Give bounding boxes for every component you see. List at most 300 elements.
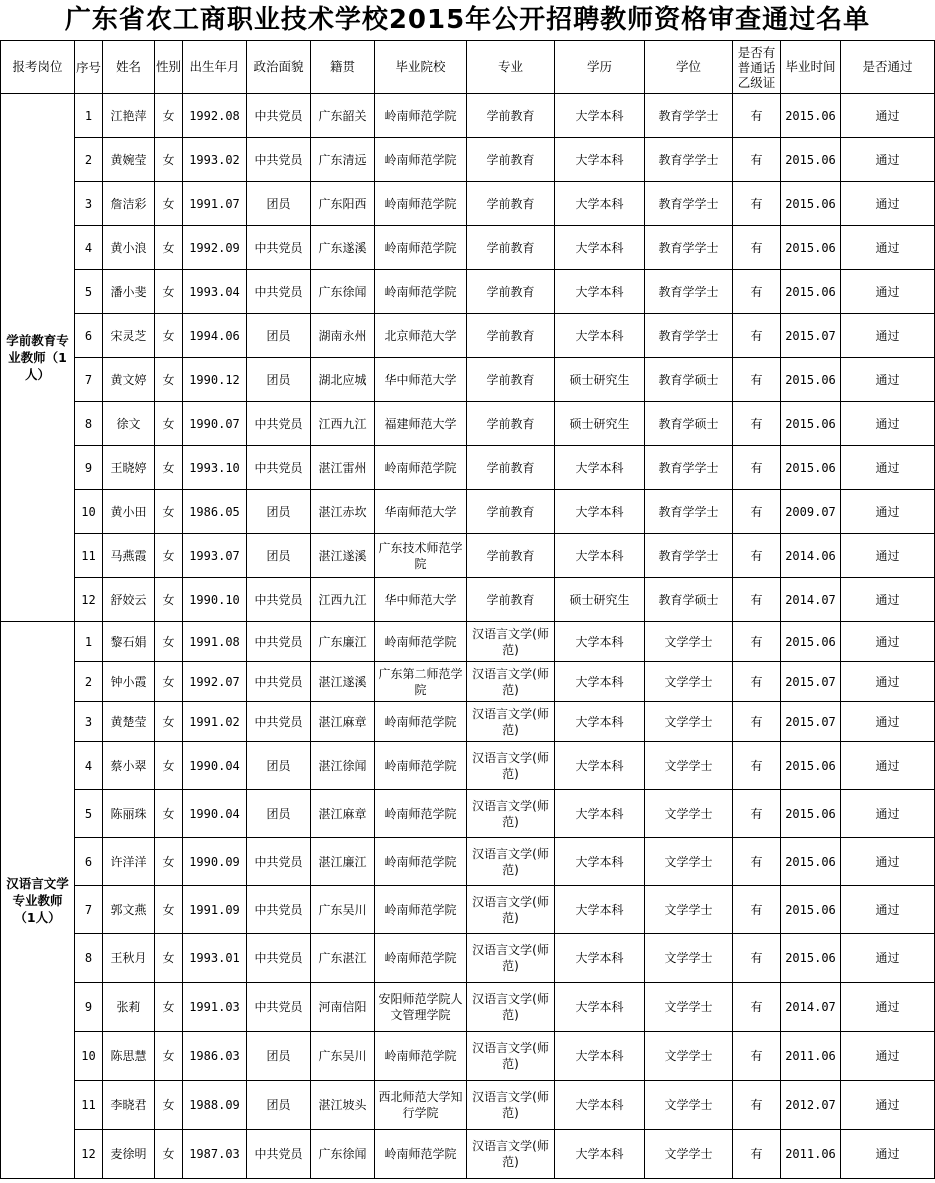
cell-sex: 女	[155, 934, 183, 983]
cell-no: 5	[75, 790, 103, 838]
cell-birth: 1988.09	[183, 1081, 247, 1130]
cell-school: 华南师范大学	[375, 490, 467, 534]
table-row	[1, 1032, 935, 1081]
cell-grad-time: 2015.06	[781, 226, 841, 270]
cell-pass: 通过	[841, 1032, 935, 1081]
cell-name: 江艳萍	[103, 94, 155, 138]
cell-major: 汉语言文学(师范)	[467, 790, 555, 838]
cell-school: 岭南师范学院	[375, 886, 467, 934]
cell-birth: 1993.02	[183, 138, 247, 182]
cell-origin: 河南信阳	[311, 983, 375, 1032]
cell-mandarin: 有	[733, 182, 781, 226]
cell-name: 张莉	[103, 983, 155, 1032]
cell-degree: 文学学士	[645, 742, 733, 790]
cell-sex: 女	[155, 270, 183, 314]
cell-major: 汉语言文学(师范)	[467, 1130, 555, 1179]
cell-name: 黄小田	[103, 490, 155, 534]
header-grad-time: 毕业时间	[781, 41, 841, 94]
cell-major: 汉语言文学(师范)	[467, 662, 555, 702]
table-row	[1, 534, 935, 578]
cell-politics: 中共党员	[247, 94, 311, 138]
cell-politics: 中共党员	[247, 578, 311, 622]
cell-major: 学前教育	[467, 138, 555, 182]
table-row	[1, 886, 935, 934]
cell-grad-time: 2015.06	[781, 138, 841, 182]
cell-mandarin: 有	[733, 358, 781, 402]
cell-pass: 通过	[841, 402, 935, 446]
position-cell: 汉语言文学专业教师（1人）	[1, 622, 75, 1179]
cell-no: 4	[75, 226, 103, 270]
cell-name: 蔡小翠	[103, 742, 155, 790]
cell-origin: 广东清远	[311, 138, 375, 182]
cell-degree: 文学学士	[645, 934, 733, 983]
cell-origin: 广东徐闻	[311, 1130, 375, 1179]
cell-major: 汉语言文学(师范)	[467, 934, 555, 983]
table-row	[1, 314, 935, 358]
cell-no: 9	[75, 446, 103, 490]
cell-sex: 女	[155, 1081, 183, 1130]
cell-grad-time: 2011.06	[781, 1130, 841, 1179]
cell-education: 大学本科	[555, 490, 645, 534]
cell-sex: 女	[155, 886, 183, 934]
cell-pass: 通过	[841, 838, 935, 886]
table-row	[1, 622, 935, 662]
cell-politics: 中共党员	[247, 702, 311, 742]
cell-mandarin: 有	[733, 790, 781, 838]
header-name: 姓名	[103, 41, 155, 94]
cell-no: 1	[75, 94, 103, 138]
cell-sex: 女	[155, 534, 183, 578]
cell-no: 3	[75, 702, 103, 742]
cell-education: 大学本科	[555, 1032, 645, 1081]
cell-sex: 女	[155, 314, 183, 358]
cell-grad-time: 2015.06	[781, 270, 841, 314]
cell-pass: 通过	[841, 226, 935, 270]
cell-education: 大学本科	[555, 983, 645, 1032]
cell-degree: 教育学硕士	[645, 358, 733, 402]
cell-politics: 中共党员	[247, 446, 311, 490]
cell-origin: 湛江雷州	[311, 446, 375, 490]
cell-grad-time: 2015.06	[781, 790, 841, 838]
cell-pass: 通过	[841, 358, 935, 402]
table-row	[1, 270, 935, 314]
cell-major: 学前教育	[467, 182, 555, 226]
cell-no: 5	[75, 270, 103, 314]
cell-name: 王秋月	[103, 934, 155, 983]
cell-pass: 通过	[841, 182, 935, 226]
cell-major: 汉语言文学(师范)	[467, 1081, 555, 1130]
cell-grad-time: 2015.06	[781, 94, 841, 138]
cell-name: 陈丽珠	[103, 790, 155, 838]
cell-grad-time: 2015.06	[781, 838, 841, 886]
cell-origin: 湛江麻章	[311, 702, 375, 742]
cell-school: 华中师范大学	[375, 578, 467, 622]
cell-sex: 女	[155, 94, 183, 138]
cell-birth: 1991.03	[183, 983, 247, 1032]
cell-birth: 1990.12	[183, 358, 247, 402]
cell-birth: 1990.07	[183, 402, 247, 446]
cell-grad-time: 2015.06	[781, 622, 841, 662]
cell-degree: 文学学士	[645, 1130, 733, 1179]
cell-major: 学前教育	[467, 94, 555, 138]
cell-pass: 通过	[841, 578, 935, 622]
table-row	[1, 934, 935, 983]
cell-origin: 湛江徐闻	[311, 742, 375, 790]
cell-mandarin: 有	[733, 534, 781, 578]
cell-pass: 通过	[841, 94, 935, 138]
cell-education: 大学本科	[555, 742, 645, 790]
cell-name: 黄婉莹	[103, 138, 155, 182]
header-pass: 是否通过	[841, 41, 935, 94]
cell-degree: 文学学士	[645, 1081, 733, 1130]
cell-education: 大学本科	[555, 1130, 645, 1179]
cell-education: 大学本科	[555, 182, 645, 226]
cell-school: 广东第二师范学院	[375, 662, 467, 702]
cell-pass: 通过	[841, 534, 935, 578]
table-row	[1, 790, 935, 838]
cell-school: 岭南师范学院	[375, 790, 467, 838]
cell-degree: 教育学学士	[645, 94, 733, 138]
cell-degree: 文学学士	[645, 886, 733, 934]
cell-origin: 广东徐闻	[311, 270, 375, 314]
cell-school: 华中师范大学	[375, 358, 467, 402]
cell-name: 钟小霞	[103, 662, 155, 702]
cell-name: 黄小浪	[103, 226, 155, 270]
cell-birth: 1986.05	[183, 490, 247, 534]
cell-name: 马燕霞	[103, 534, 155, 578]
header-position: 报考岗位	[1, 41, 75, 94]
cell-mandarin: 有	[733, 1130, 781, 1179]
cell-school: 岭南师范学院	[375, 270, 467, 314]
cell-major: 学前教育	[467, 270, 555, 314]
cell-pass: 通过	[841, 742, 935, 790]
cell-education: 大学本科	[555, 138, 645, 182]
cell-name: 黄文婷	[103, 358, 155, 402]
cell-school: 岭南师范学院	[375, 622, 467, 662]
cell-no: 6	[75, 838, 103, 886]
cell-no: 6	[75, 314, 103, 358]
cell-origin: 广东吴川	[311, 1032, 375, 1081]
header-sex: 性别	[155, 41, 183, 94]
cell-politics: 中共党员	[247, 886, 311, 934]
cell-name: 徐文	[103, 402, 155, 446]
cell-pass: 通过	[841, 983, 935, 1032]
cell-birth: 1991.08	[183, 622, 247, 662]
cell-sex: 女	[155, 446, 183, 490]
cell-politics: 团员	[247, 358, 311, 402]
cell-birth: 1992.08	[183, 94, 247, 138]
page-title: 广东省农工商职业技术学校2015年公开招聘教师资格审查通过名单	[64, 5, 871, 35]
cell-school: 岭南师范学院	[375, 702, 467, 742]
cell-politics: 中共党员	[247, 934, 311, 983]
cell-no: 4	[75, 742, 103, 790]
cell-education: 大学本科	[555, 934, 645, 983]
table-row	[1, 702, 935, 742]
cell-grad-time: 2011.06	[781, 1032, 841, 1081]
cell-degree: 教育学学士	[645, 270, 733, 314]
cell-major: 汉语言文学(师范)	[467, 886, 555, 934]
cell-education: 大学本科	[555, 534, 645, 578]
cell-politics: 中共党员	[247, 983, 311, 1032]
cell-school: 岭南师范学院	[375, 838, 467, 886]
cell-grad-time: 2014.06	[781, 534, 841, 578]
cell-politics: 中共党员	[247, 838, 311, 886]
cell-politics: 中共党员	[247, 270, 311, 314]
cell-no: 8	[75, 402, 103, 446]
cell-no: 8	[75, 934, 103, 983]
cell-name: 王晓婷	[103, 446, 155, 490]
cell-school: 岭南师范学院	[375, 446, 467, 490]
cell-grad-time: 2015.06	[781, 934, 841, 983]
cell-name: 宋灵芝	[103, 314, 155, 358]
table-row	[1, 1130, 935, 1179]
cell-origin: 广东阳西	[311, 182, 375, 226]
cell-degree: 教育学学士	[645, 490, 733, 534]
cell-sex: 女	[155, 226, 183, 270]
cell-no: 12	[75, 1130, 103, 1179]
cell-school: 广东技术师范学院	[375, 534, 467, 578]
table-row	[1, 226, 935, 270]
cell-sex: 女	[155, 490, 183, 534]
cell-school: 西北师范大学知行学院	[375, 1081, 467, 1130]
cell-birth: 1994.06	[183, 314, 247, 358]
cell-degree: 文学学士	[645, 983, 733, 1032]
cell-degree: 文学学士	[645, 790, 733, 838]
cell-origin: 湖北应城	[311, 358, 375, 402]
cell-no: 12	[75, 578, 103, 622]
cell-origin: 湛江坡头	[311, 1081, 375, 1130]
cell-birth: 1987.03	[183, 1130, 247, 1179]
cell-mandarin: 有	[733, 314, 781, 358]
cell-pass: 通过	[841, 1130, 935, 1179]
cell-politics: 中共党员	[247, 1130, 311, 1179]
cell-name: 李晓君	[103, 1081, 155, 1130]
cell-mandarin: 有	[733, 1032, 781, 1081]
table-row	[1, 182, 935, 226]
cell-major: 汉语言文学(师范)	[467, 702, 555, 742]
header-origin: 籍贯	[311, 41, 375, 94]
cell-grad-time: 2015.06	[781, 358, 841, 402]
cell-politics: 中共党员	[247, 622, 311, 662]
cell-sex: 女	[155, 742, 183, 790]
cell-birth: 1993.10	[183, 446, 247, 490]
cell-education: 硕士研究生	[555, 358, 645, 402]
cell-grad-time: 2015.06	[781, 182, 841, 226]
cell-mandarin: 有	[733, 138, 781, 182]
cell-name: 许洋洋	[103, 838, 155, 886]
cell-birth: 1991.09	[183, 886, 247, 934]
table-row	[1, 94, 935, 138]
cell-grad-time: 2015.06	[781, 886, 841, 934]
cell-no: 2	[75, 662, 103, 702]
cell-grad-time: 2015.07	[781, 314, 841, 358]
cell-education: 大学本科	[555, 226, 645, 270]
cell-school: 岭南师范学院	[375, 182, 467, 226]
cell-origin: 湛江廉江	[311, 838, 375, 886]
cell-education: 大学本科	[555, 622, 645, 662]
cell-major: 学前教育	[467, 578, 555, 622]
cell-origin: 广东湛江	[311, 934, 375, 983]
cell-sex: 女	[155, 578, 183, 622]
cell-education: 硕士研究生	[555, 578, 645, 622]
cell-education: 大学本科	[555, 314, 645, 358]
header-politics: 政治面貌	[247, 41, 311, 94]
cell-name: 麦徐明	[103, 1130, 155, 1179]
cell-sex: 女	[155, 662, 183, 702]
cell-politics: 团员	[247, 182, 311, 226]
cell-sex: 女	[155, 702, 183, 742]
cell-birth: 1986.03	[183, 1032, 247, 1081]
group-1	[1, 94, 935, 622]
cell-degree: 教育学硕士	[645, 402, 733, 446]
table-row	[1, 742, 935, 790]
cell-pass: 通过	[841, 662, 935, 702]
cell-no: 1	[75, 622, 103, 662]
cell-name: 黎石娟	[103, 622, 155, 662]
cell-pass: 通过	[841, 790, 935, 838]
cell-major: 汉语言文学(师范)	[467, 838, 555, 886]
cell-mandarin: 有	[733, 446, 781, 490]
cell-origin: 广东韶关	[311, 94, 375, 138]
cell-major: 学前教育	[467, 446, 555, 490]
header-education: 学历	[555, 41, 645, 94]
cell-major: 学前教育	[467, 402, 555, 446]
cell-school: 岭南师范学院	[375, 742, 467, 790]
cell-pass: 通过	[841, 622, 935, 662]
table-row	[1, 983, 935, 1032]
cell-no: 7	[75, 886, 103, 934]
cell-mandarin: 有	[733, 226, 781, 270]
cell-politics: 团员	[247, 1081, 311, 1130]
cell-origin: 湛江赤坎	[311, 490, 375, 534]
cell-sex: 女	[155, 838, 183, 886]
cell-sex: 女	[155, 1032, 183, 1081]
cell-politics: 中共党员	[247, 662, 311, 702]
cell-no: 11	[75, 534, 103, 578]
cell-degree: 教育学学士	[645, 182, 733, 226]
cell-major: 学前教育	[467, 358, 555, 402]
cell-politics: 中共党员	[247, 138, 311, 182]
cell-grad-time: 2015.06	[781, 446, 841, 490]
cell-major: 学前教育	[467, 314, 555, 358]
group-2	[1, 622, 935, 1179]
cell-politics: 中共党员	[247, 402, 311, 446]
cell-education: 大学本科	[555, 94, 645, 138]
table-row	[1, 490, 935, 534]
cell-education: 大学本科	[555, 702, 645, 742]
cell-origin: 广东遂溪	[311, 226, 375, 270]
cell-education: 大学本科	[555, 1081, 645, 1130]
cell-school: 岭南师范学院	[375, 138, 467, 182]
cell-birth: 1990.04	[183, 790, 247, 838]
cell-grad-time: 2014.07	[781, 578, 841, 622]
position-cell: 学前教育专业教师（1人）	[1, 94, 75, 622]
header-school: 毕业院校	[375, 41, 467, 94]
cell-major: 汉语言文学(师范)	[467, 622, 555, 662]
header-mandarin: 是否有普通话乙级证	[733, 41, 781, 94]
cell-no: 3	[75, 182, 103, 226]
cell-birth: 1992.09	[183, 226, 247, 270]
cell-school: 北京师范大学	[375, 314, 467, 358]
cell-grad-time: 2012.07	[781, 1081, 841, 1130]
header-no: 序号	[75, 41, 103, 94]
header-birth: 出生年月	[183, 41, 247, 94]
cell-name: 潘小斐	[103, 270, 155, 314]
cell-mandarin: 有	[733, 270, 781, 314]
cell-school: 岭南师范学院	[375, 934, 467, 983]
cell-education: 大学本科	[555, 886, 645, 934]
cell-degree: 教育学学士	[645, 314, 733, 358]
cell-degree: 教育学学士	[645, 446, 733, 490]
cell-no: 9	[75, 983, 103, 1032]
header-major: 专业	[467, 41, 555, 94]
table-row	[1, 662, 935, 702]
cell-sex: 女	[155, 138, 183, 182]
table-row	[1, 402, 935, 446]
table-row	[1, 138, 935, 182]
cell-degree: 教育学硕士	[645, 578, 733, 622]
cell-origin: 广东吴川	[311, 886, 375, 934]
cell-education: 大学本科	[555, 662, 645, 702]
cell-pass: 通过	[841, 1081, 935, 1130]
cell-politics: 团员	[247, 742, 311, 790]
table-row	[1, 358, 935, 402]
cell-origin: 江西九江	[311, 402, 375, 446]
cell-mandarin: 有	[733, 983, 781, 1032]
cell-politics: 团员	[247, 790, 311, 838]
cell-major: 汉语言文学(师范)	[467, 983, 555, 1032]
cell-origin: 湛江遂溪	[311, 534, 375, 578]
cell-pass: 通过	[841, 934, 935, 983]
cell-grad-time: 2015.07	[781, 702, 841, 742]
cell-education: 大学本科	[555, 446, 645, 490]
cell-pass: 通过	[841, 270, 935, 314]
cell-birth: 1991.02	[183, 702, 247, 742]
cell-name: 郭文燕	[103, 886, 155, 934]
header-degree: 学位	[645, 41, 733, 94]
cell-mandarin: 有	[733, 702, 781, 742]
cell-politics: 中共党员	[247, 226, 311, 270]
cell-degree: 文学学士	[645, 622, 733, 662]
cell-mandarin: 有	[733, 662, 781, 702]
cell-mandarin: 有	[733, 94, 781, 138]
cell-birth: 1990.09	[183, 838, 247, 886]
cell-mandarin: 有	[733, 838, 781, 886]
cell-mandarin: 有	[733, 402, 781, 446]
cell-school: 福建师范大学	[375, 402, 467, 446]
cell-birth: 1992.07	[183, 662, 247, 702]
cell-mandarin: 有	[733, 578, 781, 622]
cell-sex: 女	[155, 1130, 183, 1179]
cell-name: 陈思慧	[103, 1032, 155, 1081]
cell-sex: 女	[155, 402, 183, 446]
cell-politics: 团员	[247, 1032, 311, 1081]
cell-birth: 1990.04	[183, 742, 247, 790]
cell-pass: 通过	[841, 314, 935, 358]
cell-name: 舒姣云	[103, 578, 155, 622]
cell-school: 岭南师范学院	[375, 94, 467, 138]
table-row	[1, 1081, 935, 1130]
cell-grad-time: 2015.06	[781, 402, 841, 446]
cell-school: 岭南师范学院	[375, 1032, 467, 1081]
cell-pass: 通过	[841, 446, 935, 490]
table-row	[1, 838, 935, 886]
cell-origin: 广东廉江	[311, 622, 375, 662]
cell-no: 10	[75, 1032, 103, 1081]
cell-pass: 通过	[841, 490, 935, 534]
cell-major: 学前教育	[467, 226, 555, 270]
cell-mandarin: 有	[733, 490, 781, 534]
